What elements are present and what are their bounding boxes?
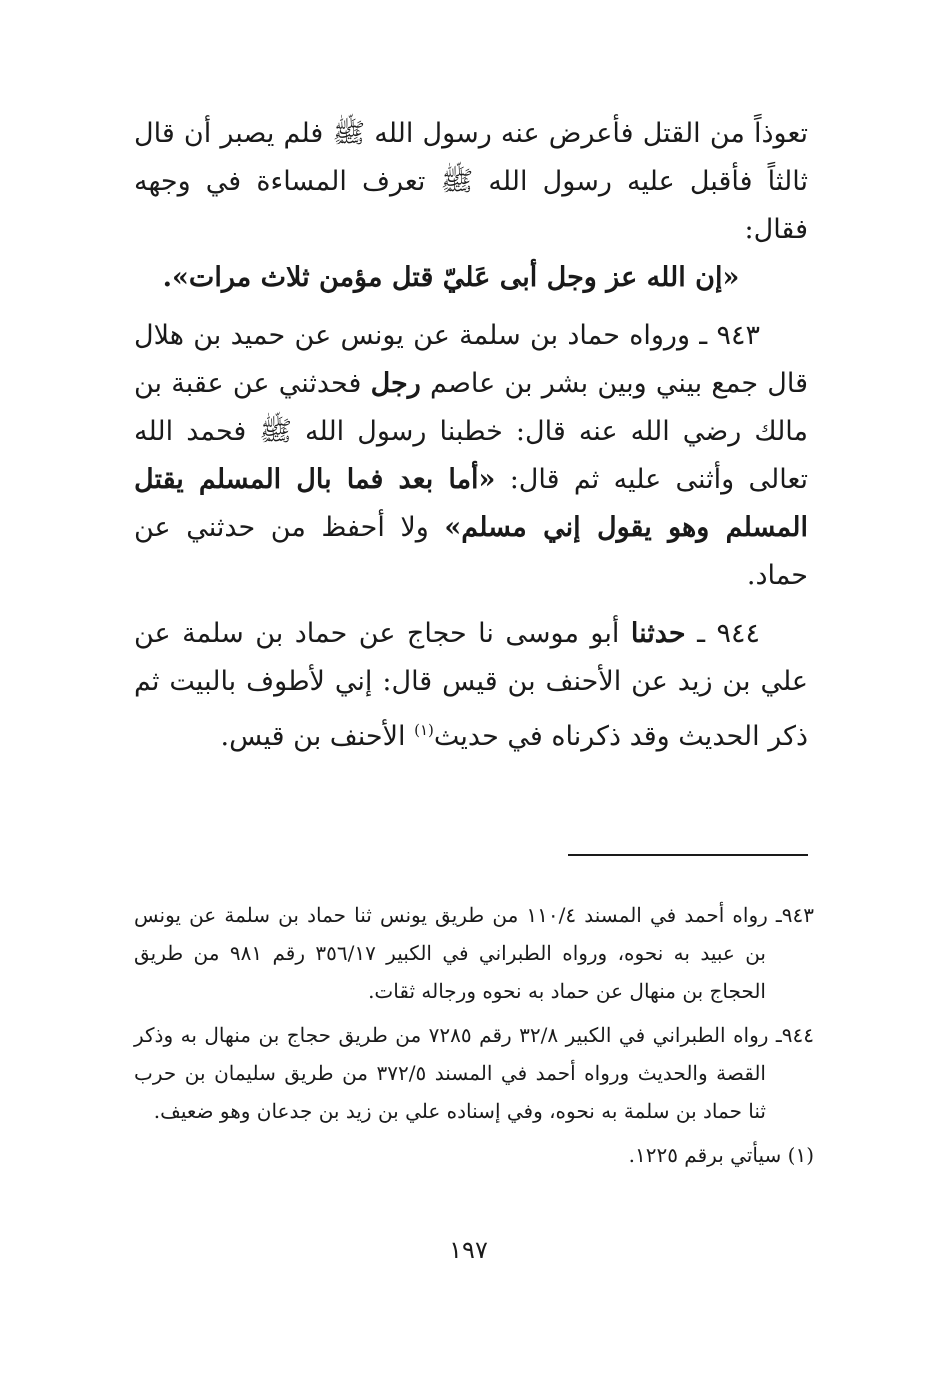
footnote-944: ٩٤٤ـ رواه الطبراني في الكبير ٣٢/٨ رقم ٧٢٨٥ من طريق حجاج بن منهال به وذكر القصة والحديث ورواه أحمد في المسند ٣٧٢/٥ من طريق سليمان بن حرب ثنا حماد بن سلمة به نحوه، وفي إسناده علي بن زيد بن جدعان وهو ضعيف.: [134, 1023, 815, 1123]
footnote-separator: [568, 854, 808, 856]
footnote-ref-1: (١) سيأتي برقم ١٢٢٥.: [628, 1143, 814, 1167]
main-text: [134, 110, 808, 761]
hadith-text: فحدثني عن عقبة بن مالك رضي الله عنه قال: خطبنا رسول الله ﷺ فحمد الله تعالى وأثنى عليه ثم قال:: [134, 368, 808, 495]
hadith-text: ورواه حماد بن سلمة عن يونس عن حميد بن هلال قال جمع بيني وبين بشر بن عاصم: [134, 320, 808, 399]
footnotes: [134, 896, 814, 1174]
hadith-944: [134, 610, 808, 761]
hadith-943: [134, 312, 808, 600]
hadith-quote: «إن الله عز وجل أبى عَليّ قتل مؤمن ثلاث مرات».: [162, 262, 740, 293]
hadith-text: الأحنف بن قيس.: [220, 721, 406, 752]
hadith-text-bold: «أما بعد فما بال المسلم يقتل المسلم وهو يقول إني مسلم»: [134, 464, 808, 543]
intro-line-1: تعوذاً من القتل فأعرض عنه رسول الله ﷺ فلم يصبر أن قال ثالثاً: [134, 118, 808, 197]
hadith-number: ٩٤٣ ـ: [699, 320, 760, 351]
page-number: ١٩٧: [449, 1236, 488, 1264]
hadith-text-bold: حدثنا: [630, 618, 686, 649]
paragraph-intro: [134, 110, 808, 254]
intro-line-2: فأقبل عليه رسول الله ﷺ تعرف المساءة في وجهه فقال:: [134, 166, 808, 245]
footnote-reference: (١): [414, 721, 434, 739]
hadith-number: ٩٤٤ ـ: [697, 618, 761, 649]
hadith-text-bold: رجل: [370, 368, 421, 399]
hadith-text: ولا أحفظ من حدثني عن حماد.: [134, 512, 808, 591]
footnote-943: ٩٤٣ـ رواه أحمد في المسند ١١٠/٤ من طريق يونس ثنا حماد بن سلمة عن يونس بن عبيد به نحوه، ورواه الطبراني في الكبير ٣٥٦/١٧ رقم ٩٨١ من طريق الحجاج بن منهال عن حماد به نحوه ورجاله ثقات.: [134, 903, 815, 1003]
hadith-text: أبو موسى نا حجاج عن حماد بن سلمة عن علي بن زيد عن الأحنف بن قيس قال: إني لأطوف بالبيت ثم ذكر الحديث وقد ذكرناه في حديث: [134, 618, 808, 752]
